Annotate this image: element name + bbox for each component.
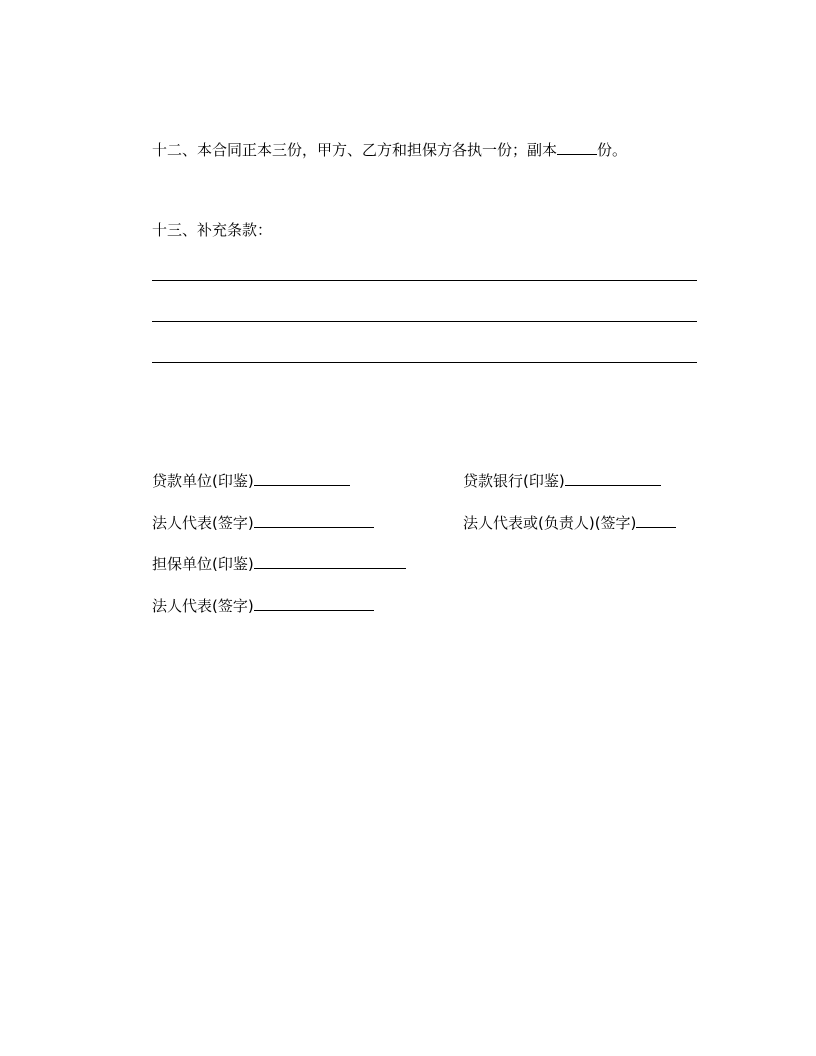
- clause-12-text: 十二、本合同正本三份，甲方、乙方和担保方各执一份；副本: [152, 141, 558, 159]
- guarantor-rep-signature-blank[interactable]: [254, 595, 374, 611]
- clause-12-suffix: 份。: [597, 141, 628, 159]
- clause-13-heading: 十三、补充条款：: [152, 221, 273, 239]
- guarantor-unit-seal-blank[interactable]: [254, 553, 406, 569]
- bank-rep-row: [463, 512, 676, 532]
- borrower-unit-seal-blank[interactable]: [254, 470, 350, 486]
- supplement-line-1[interactable]: [152, 280, 697, 281]
- bank-rep-label: 法人代表或(负责人)(签字): [463, 514, 637, 532]
- borrower-rep-label: 法人代表(签字): [152, 514, 254, 532]
- lending-bank-row: [463, 470, 661, 490]
- guarantor-unit-row: [152, 553, 406, 573]
- borrower-unit-row: [152, 470, 350, 490]
- lending-bank-label: 贷款银行(印鉴): [463, 472, 565, 490]
- borrower-unit-label: 贷款单位(印鉴): [152, 472, 254, 490]
- borrower-rep-signature-blank[interactable]: [254, 512, 374, 528]
- copies-count-blank[interactable]: [557, 139, 597, 155]
- lending-bank-seal-blank[interactable]: [565, 470, 661, 486]
- bank-rep-signature-blank[interactable]: [636, 512, 676, 528]
- clause-12: [152, 139, 627, 159]
- guarantor-rep-row: [152, 595, 374, 615]
- guarantor-unit-label: 担保单位(印鉴): [152, 555, 254, 573]
- supplement-line-2[interactable]: [152, 321, 697, 322]
- supplement-line-3[interactable]: [152, 362, 697, 363]
- borrower-rep-row: [152, 512, 374, 532]
- guarantor-rep-label: 法人代表(签字): [152, 597, 254, 615]
